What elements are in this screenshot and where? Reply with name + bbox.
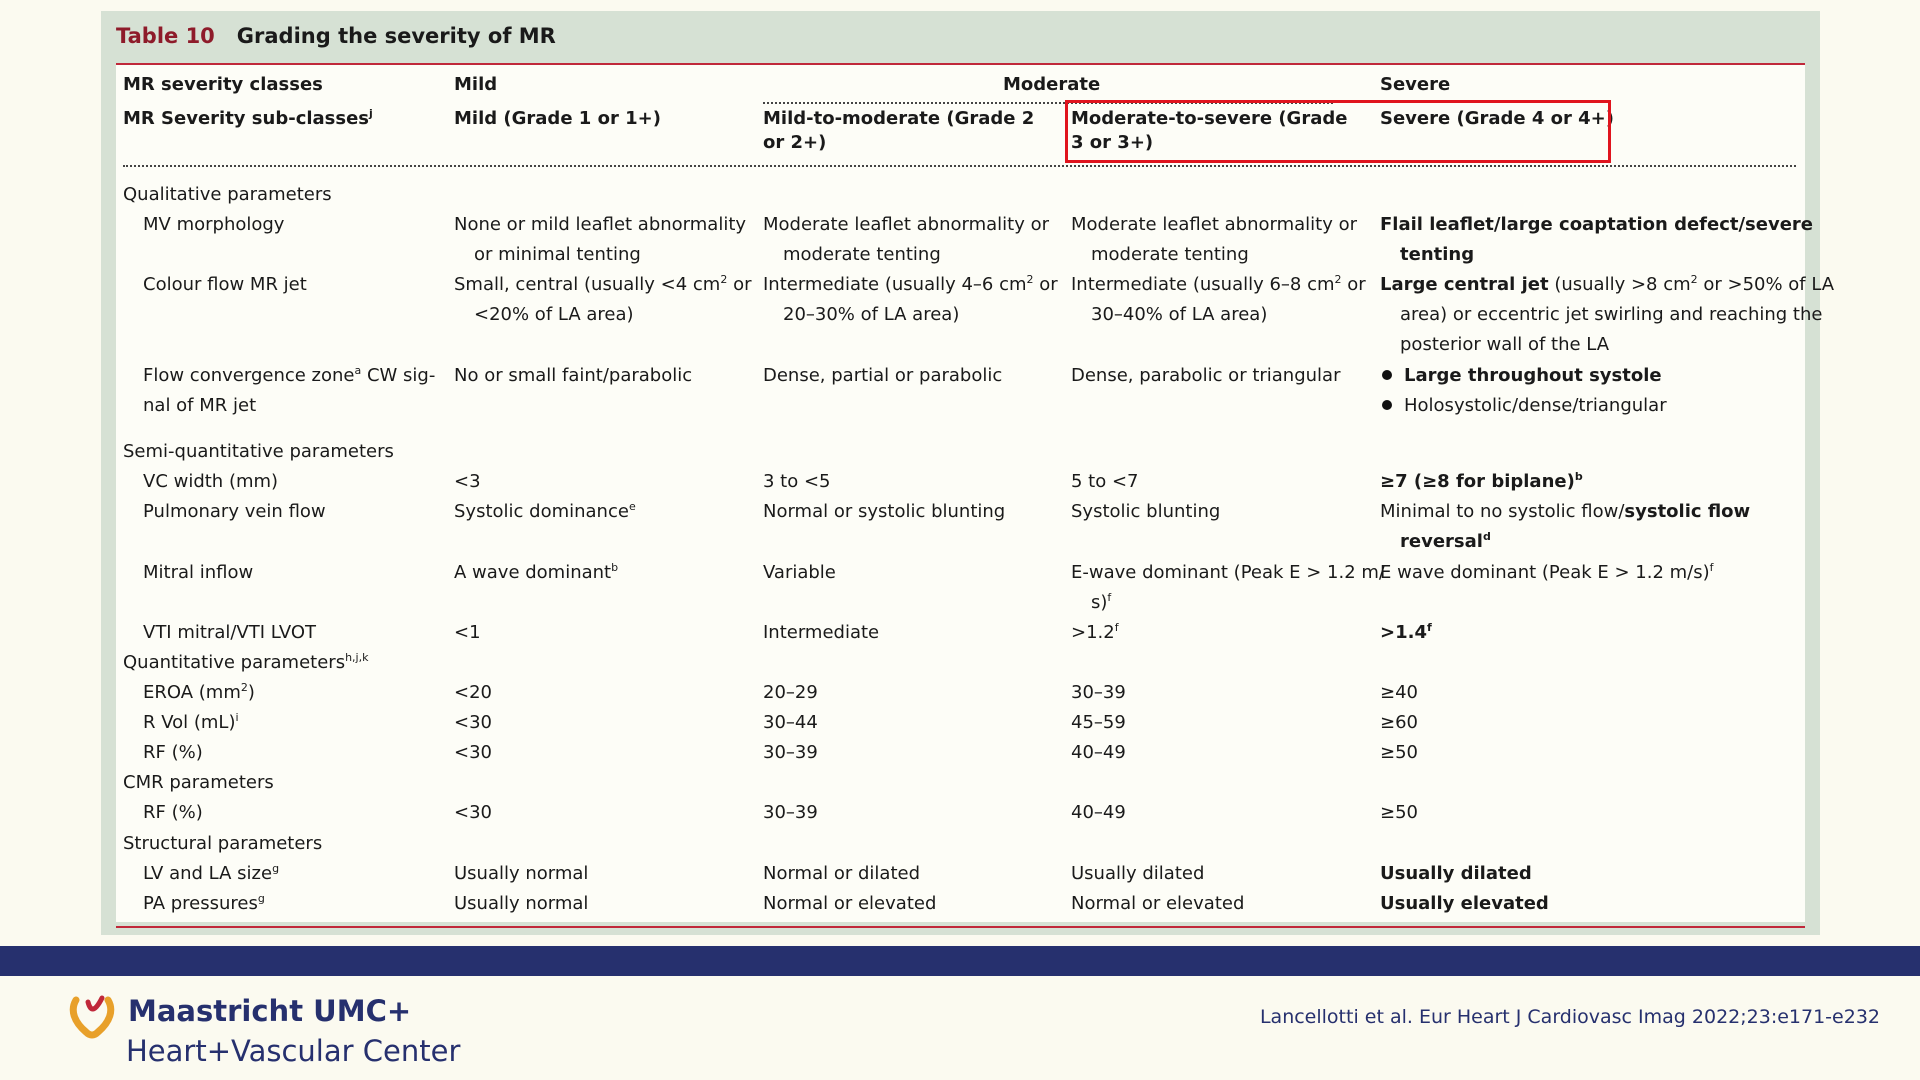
cell-pv-moderate-severe: Systolic blunting bbox=[1071, 501, 1221, 522]
header-severe: Severe bbox=[1380, 74, 1451, 95]
cell-rf-mild: <30 bbox=[454, 742, 492, 763]
logo-subtitle: Heart+Vascular Center bbox=[126, 1034, 461, 1068]
header-sub-moderate-to-severe: Moderate-to-severe (Grade 3 or 3+) bbox=[1071, 108, 1348, 153]
cell-pv-mild-moderate: Normal or systolic blunting bbox=[763, 501, 1006, 522]
cell-vc-mild: <3 bbox=[454, 471, 481, 492]
row-label-rvol: R Vol (mL)$^i$ bbox=[143, 711, 239, 733]
cell-eroa-mild-moderate: 20–29 bbox=[763, 682, 818, 703]
cell-vti-severe: >1.4$^f$ bbox=[1380, 621, 1432, 643]
cell-cmr-rf-severe: ≥50 bbox=[1380, 802, 1418, 823]
table-caption: Grading the severity of MR bbox=[236, 24, 556, 48]
table-title bbox=[116, 21, 556, 51]
header-divider bbox=[123, 165, 1796, 167]
header-sub-mild: Mild (Grade 1 or 1+) bbox=[454, 108, 661, 129]
cell-lvla-mild: Usually normal bbox=[454, 863, 589, 884]
header-sub-severe: Severe (Grade 4 or 4+) bbox=[1380, 108, 1614, 129]
header-mild: Mild bbox=[454, 74, 498, 95]
cell-rf-mild-moderate: 30–39 bbox=[763, 742, 818, 763]
cell-pa-mild-moderate: Normal or elevated bbox=[763, 893, 937, 914]
row-label-lv-la: LV and LA size$^g$ bbox=[143, 862, 280, 884]
header-moderate: Moderate bbox=[1003, 74, 1101, 95]
row-label-vti: VTI mitral/VTI LVOT bbox=[143, 622, 316, 643]
section-structural: Structural parameters bbox=[123, 833, 323, 854]
header-sub-mild-to-moderate: Mild-to-moderate (Grade 2 or 2+) bbox=[763, 108, 1035, 153]
cell-pv-mild: Systolic dominance$^e$ bbox=[454, 500, 636, 522]
row-label-pulmonary-vein: Pulmonary vein flow bbox=[143, 501, 326, 522]
cell-cmr-rf-mild: <30 bbox=[454, 802, 492, 823]
section-cmr: CMR parameters bbox=[123, 772, 274, 793]
cell-flow-moderate-severe: Dense, parabolic or triangular bbox=[1071, 365, 1341, 386]
cell-mv-severe: Flail leaflet/large coaptation defect/severe tenting bbox=[1380, 214, 1813, 265]
cell-eroa-mild: <20 bbox=[454, 682, 492, 703]
cell-mv-mild: None or mild leaflet abnormality or minimal tenting bbox=[454, 214, 747, 265]
cell-colour-moderate-severe: Intermediate (usually 6–8 $cm^2$ or 30–40% of LA area) bbox=[1071, 273, 1366, 325]
cell-eroa-severe: ≥40 bbox=[1380, 682, 1418, 703]
cell-rvol-moderate-severe: 45–59 bbox=[1071, 712, 1126, 733]
cell-mi-mild: A wave dominant$^b$ bbox=[454, 561, 619, 583]
cell-pa-mild: Usually normal bbox=[454, 893, 589, 914]
table-number: Table 10 bbox=[116, 24, 215, 48]
cell-pa-severe: Usually elevated bbox=[1380, 893, 1549, 914]
cell-rvol-mild: <30 bbox=[454, 712, 492, 733]
cell-mv-mild-moderate: Moderate leaflet abnormality or moderate tenting bbox=[763, 214, 1049, 265]
highlight-box bbox=[1065, 100, 1611, 163]
cell-flow-mild: No or small faint/parabolic bbox=[454, 365, 693, 386]
table-top-rule bbox=[116, 63, 1805, 65]
cell-pa-moderate-severe: Normal or elevated bbox=[1071, 893, 1245, 914]
citation: Lancellotti et al. Eur Heart J Cardiovasc Imag 2022;23:e171-e232 bbox=[1259, 1006, 1880, 1028]
cell-mv-moderate-severe: Moderate leaflet abnormality or moderate tenting bbox=[1071, 214, 1357, 265]
header-subclasses-label: MR Severity sub-classes$^j$ bbox=[123, 107, 373, 129]
cell-vc-moderate-severe: 5 to <7 bbox=[1071, 471, 1139, 492]
section-semi-quantitative: Semi-quantitative parameters bbox=[123, 441, 394, 462]
row-label-vc-width: VC width (mm) bbox=[143, 471, 279, 492]
cell-eroa-moderate-severe: 30–39 bbox=[1071, 682, 1126, 703]
cell-lvla-mild-moderate: Normal or dilated bbox=[763, 863, 920, 884]
footer-band bbox=[0, 946, 1920, 976]
cell-vc-mild-moderate: 3 to <5 bbox=[763, 471, 831, 492]
cell-rf-moderate-severe: 40–49 bbox=[1071, 742, 1126, 763]
cell-pv-severe: Minimal to no systolic flow/systolic flow reversal$^d$ bbox=[1380, 501, 1751, 552]
cell-vc-severe: ≥7 (≥8 for biplane)$^b$ bbox=[1380, 470, 1583, 492]
cell-lvla-severe: Usually dilated bbox=[1380, 863, 1532, 884]
cell-cmr-rf-mild-moderate: 30–39 bbox=[763, 802, 818, 823]
row-label-mitral-inflow: Mitral inflow bbox=[143, 562, 254, 583]
table-bottom-rule bbox=[116, 926, 1805, 928]
cell-rf-severe: ≥50 bbox=[1380, 742, 1418, 763]
cell-lvla-moderate-severe: Usually dilated bbox=[1071, 863, 1205, 884]
section-qualitative: Qualitative parameters bbox=[123, 184, 332, 205]
cell-vti-mild: <1 bbox=[454, 622, 481, 643]
row-label-mv-morphology: MV morphology bbox=[143, 214, 285, 235]
cell-flow-mild-moderate: Dense, partial or parabolic bbox=[763, 365, 1003, 386]
row-label-colour-flow: Colour flow MR jet bbox=[143, 274, 307, 295]
cell-flow-severe: Large throughout systole Holosystolic/dense/triangular bbox=[1380, 361, 1667, 421]
row-label-flow-convergence: Flow convergence zone$^a$ CW sig- nal of MR jet bbox=[143, 364, 436, 416]
cell-colour-mild: Small, central (usually <4 $cm^2$ or <20% of LA area) bbox=[454, 273, 752, 325]
header-classes-label: MR severity classes bbox=[123, 74, 323, 95]
cell-colour-severe: Large central jet (usually >8 $cm^2$ or >50% of LA area) or eccentric jet swirling and reaching the posterior wall of the LA bbox=[1380, 273, 1835, 355]
cell-vti-mild-moderate: Intermediate bbox=[763, 622, 880, 643]
section-quantitative: Quantitative parameters$^{h,j,k}$ bbox=[123, 651, 369, 673]
row-label-pa: PA pressures$^g$ bbox=[143, 892, 265, 914]
row-label-eroa: EROA $(mm^2)$ bbox=[143, 681, 255, 703]
row-label-rf: RF (%) bbox=[143, 742, 203, 763]
cell-cmr-rf-moderate-severe: 40–49 bbox=[1071, 802, 1126, 823]
cell-vti-moderate-severe: >1.2$^f$ bbox=[1071, 621, 1119, 643]
bullet-icon bbox=[1382, 370, 1392, 380]
row-label-cmr-rf: RF (%) bbox=[143, 802, 203, 823]
cell-mi-moderate-severe: E-wave dominant (Peak E > 1.2 m/ s)$^f$ bbox=[1071, 562, 1385, 613]
logo-name: Maastricht UMC+ bbox=[128, 994, 412, 1028]
cell-rvol-severe: ≥60 bbox=[1380, 712, 1418, 733]
bullet-icon bbox=[1382, 400, 1392, 410]
cell-rvol-mild-moderate: 30–44 bbox=[763, 712, 818, 733]
heart-logo-icon bbox=[68, 992, 118, 1042]
cell-mi-severe: E wave dominant (Peak E > 1.2 m/s)$^f$ bbox=[1380, 561, 1714, 583]
cell-mi-mild-moderate: Variable bbox=[763, 562, 836, 583]
cell-colour-mild-moderate: Intermediate (usually 4–6 $cm^2$ or 20–30% of LA area) bbox=[763, 273, 1058, 325]
